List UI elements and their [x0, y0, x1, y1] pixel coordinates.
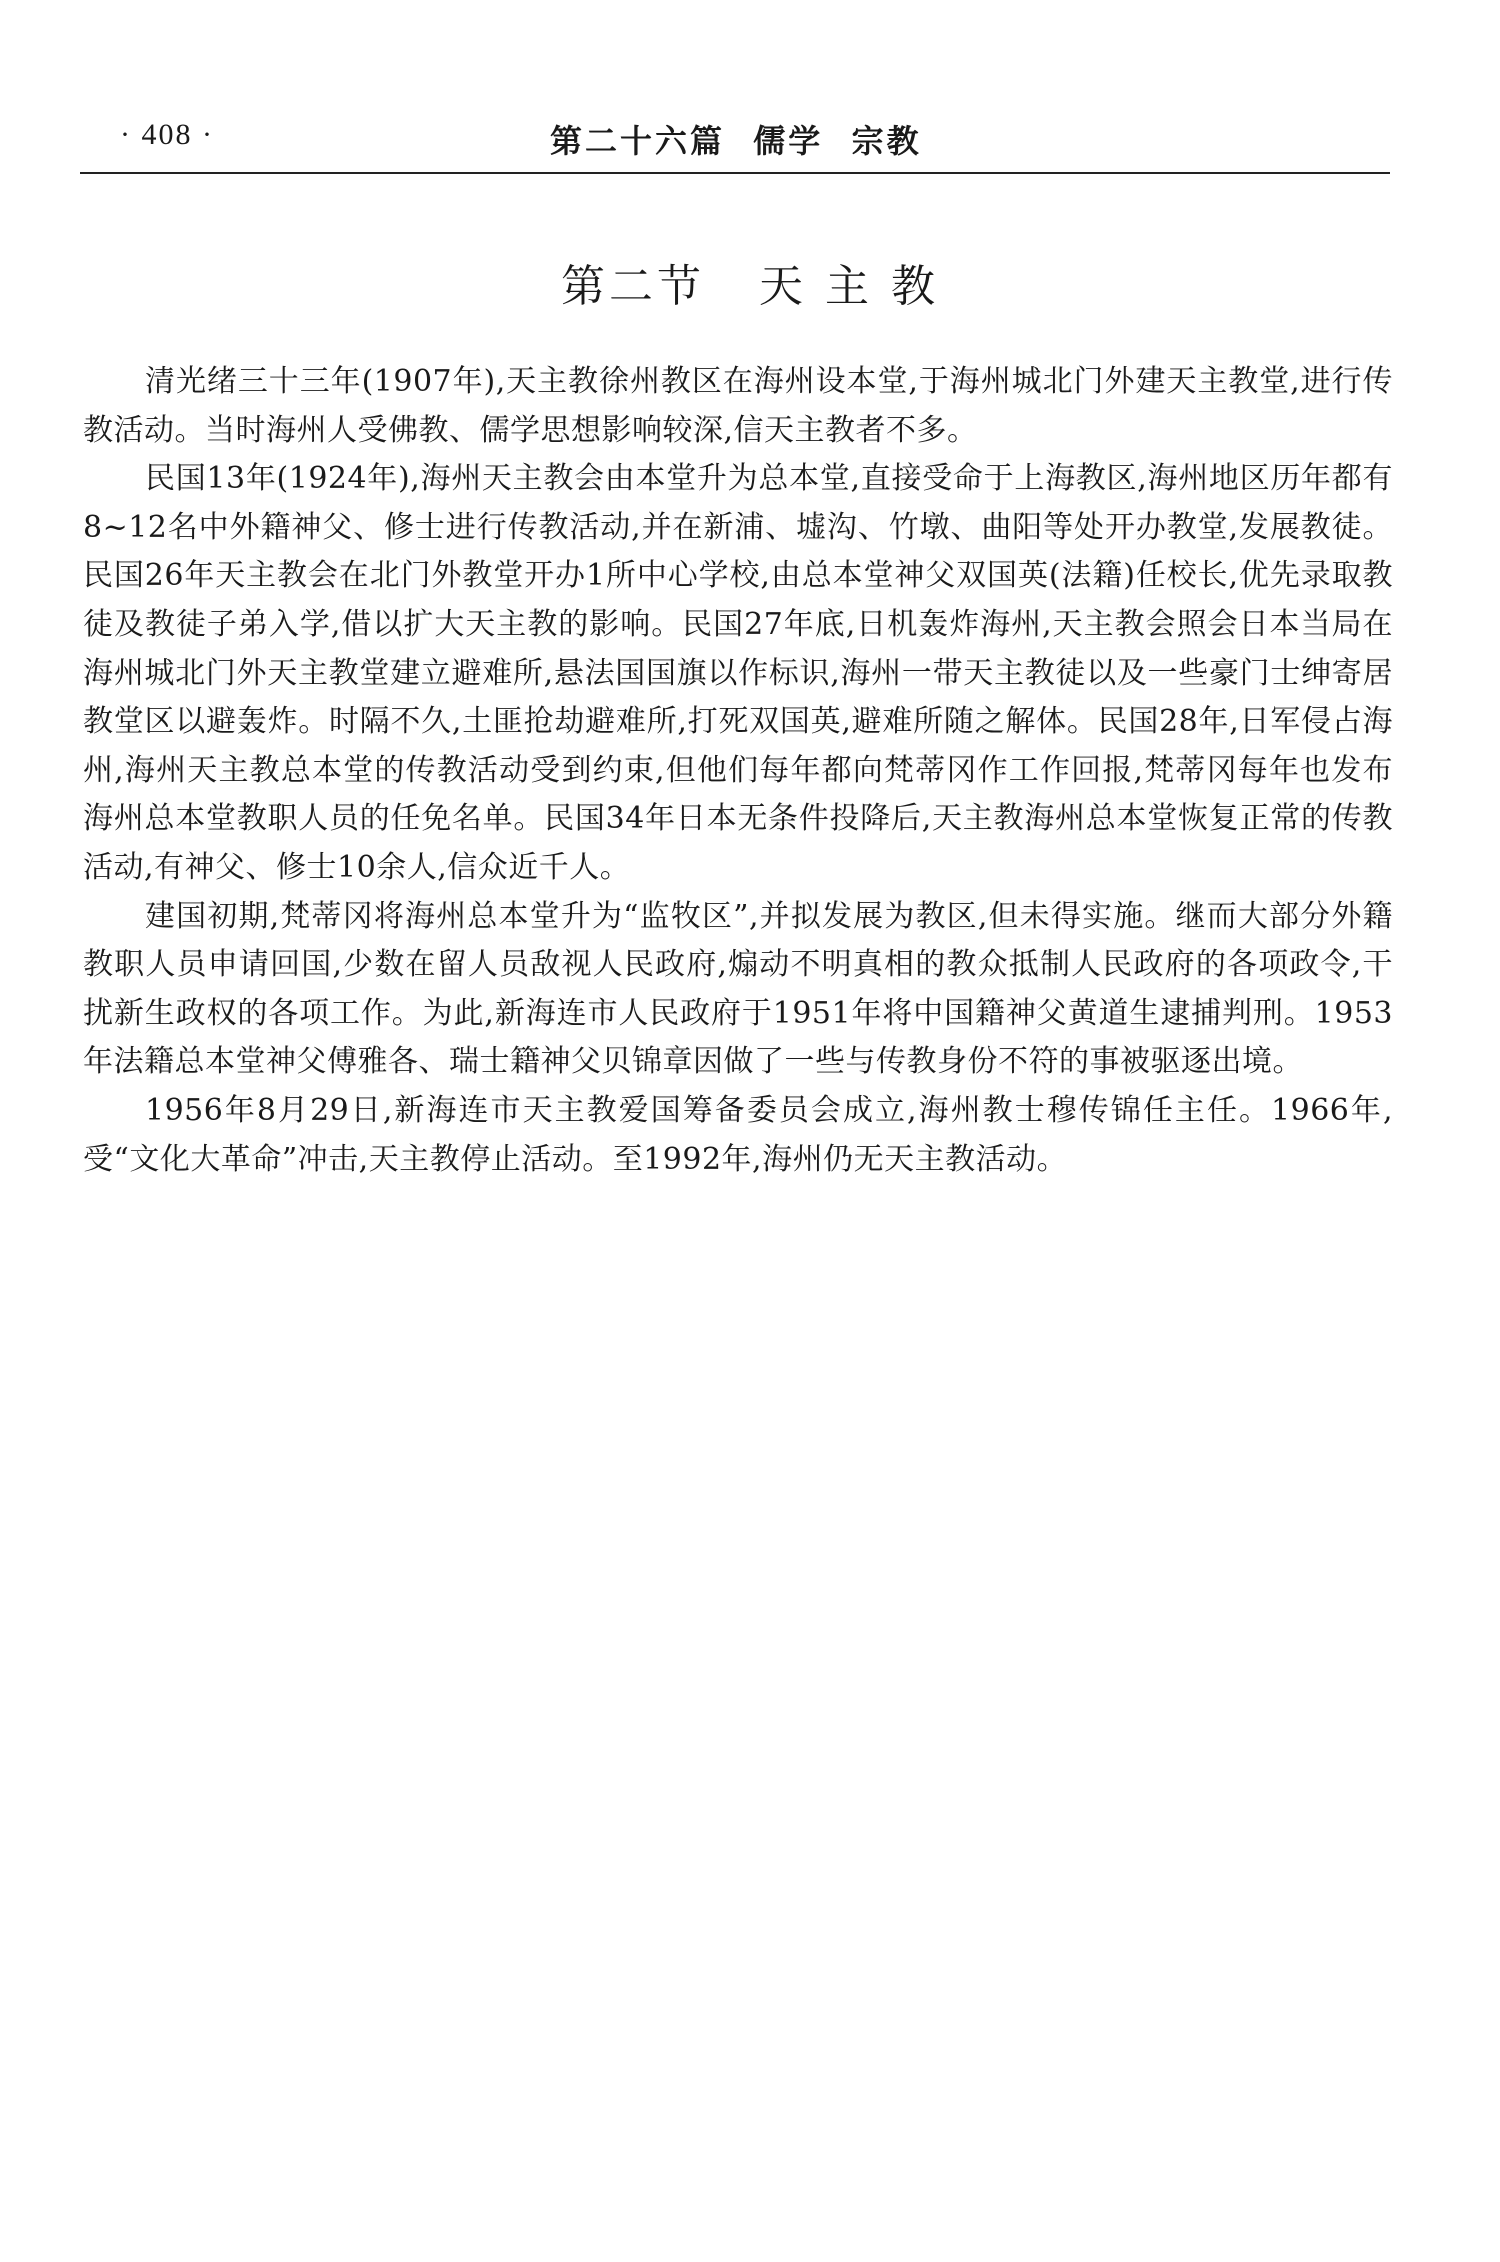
section-title: 第二节 天 主 教	[561, 261, 939, 312]
page-header	[80, 112, 1390, 172]
paragraph-3: 建国初期,梵蒂冈将海州总本堂升为“监牧区”,并拟发展为教区,但未得实施。继而大部分外籍教职人员申请回国,少数在留人员敌视人民政府,煽动不明真相的教众抵制人民政府的各项政令,干扰新生政权的各项工作。为此,新海连市人民政府于1951年将中国籍神父黄道生逮捕判刑。1953年法籍总本堂神父傅雅各、瑞士籍神父贝锦章因做了一些与传教身份不符的事被驱逐出境。	[83, 898, 1393, 1080]
paragraph-2: 民国13年(1924年),海州天主教会由本堂升为总本堂,直接受命于上海教区,海州地区历年都有8~12名中外籍神父、修士进行传教活动,并在新浦、墟沟、竹墩、曲阳等处开办教堂,发展教徒。民国26年天主教会在北门外教堂开办1所中心学校,由总本堂神父双国英(法籍)任校长,优先录取教徒及教徒子弟入学,借以扩大天主教的影响。民国27年底,日机轰炸海州,天主教会照会日本当局在海州城北门外天主教堂建立避难所,悬法国国旗以作标识,海州一带天主教徒以及一些豪门士绅寄居教堂区以避轰炸。时隔不久,土匪抢劫避难所,打死双国英,避难所随之解体。民国28年,日军侵占海州,海州天主教总本堂的传教活动受到约束,但他们每年都向梵蒂冈作工作回报,梵蒂冈每年也发布海州总本堂教职人员的任免名单。民国34年日本无条件投降后,天主教海州总本堂恢复正常的传教活动,有神父、修士10余人,信众近千人。	[83, 461, 1393, 885]
header-rule	[80, 172, 1390, 174]
body-text	[83, 358, 1393, 1184]
paragraph-4: 1956年8月29日,新海连市天主教爱国筹备委员会成立,海州教士穆传锦任主任。1966年,受“文化大革命”冲击,天主教停止活动。至1992年,海州仍无天主教活动。	[83, 1092, 1393, 1177]
page-number: · 408 ·	[120, 118, 214, 151]
running-head: 第二十六篇 儒学 宗教	[550, 122, 922, 160]
paragraph-1: 清光绪三十三年(1907年),天主教徐州教区在海州设本堂,于海州城北门外建天主教堂,进行传教活动。当时海州人受佛教、儒学思想影响较深,信天主教者不多。	[83, 364, 1393, 448]
